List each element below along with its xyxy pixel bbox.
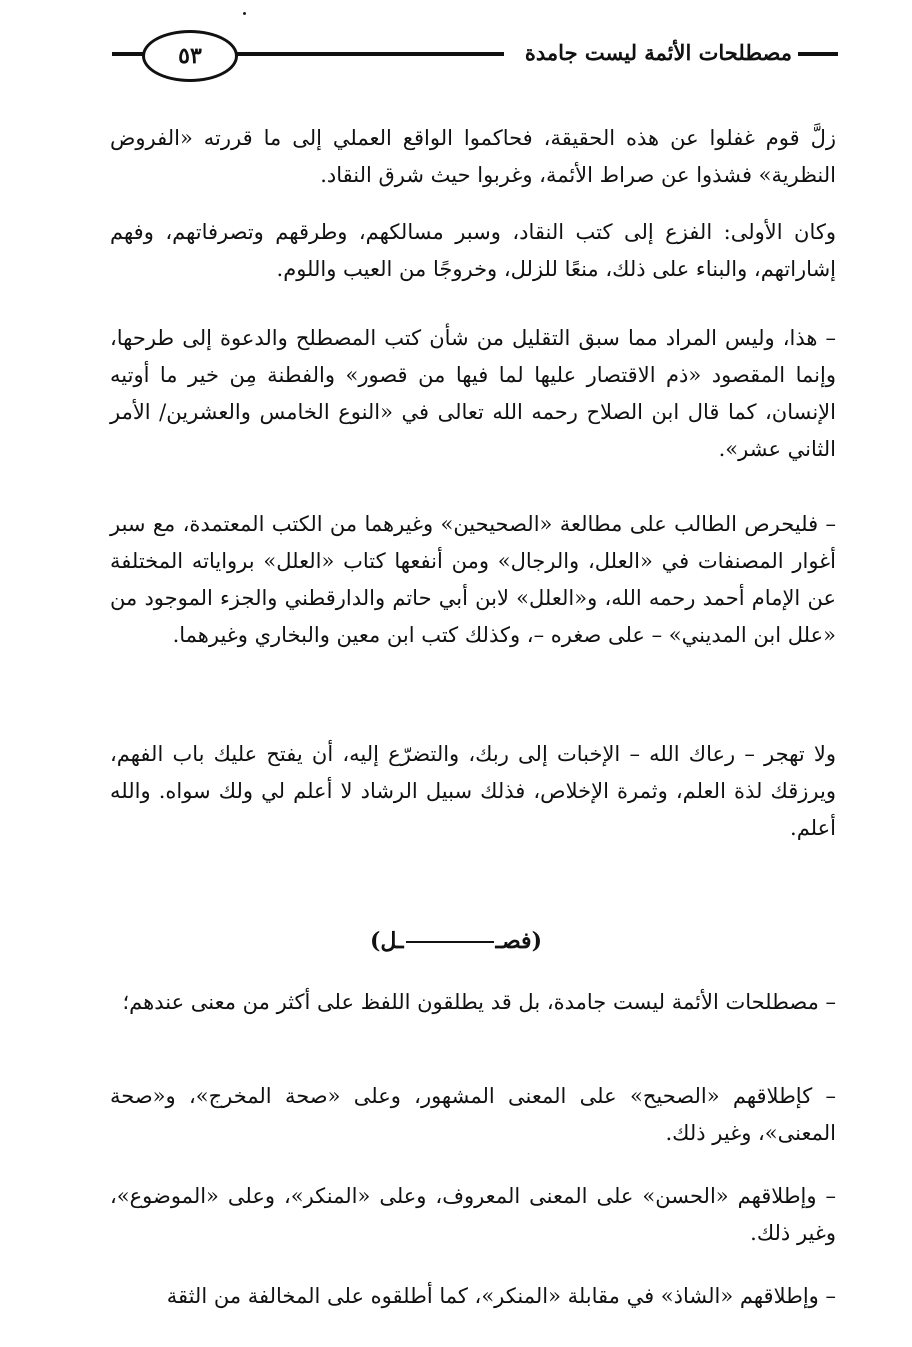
page-number: ٥٣ (178, 43, 202, 69)
section-paragraph-4: – وإطلاقهم «الشاذ» في مقابلة «المنكر»، كما أطلقوه على المخالفة من الثقة (166, 1284, 836, 1308)
section-heading: (فصــل) (370, 928, 542, 954)
header-rule-left (112, 52, 146, 56)
section-paragraph-3: – وإطلاقهم «الحسن» على المعنى المعروف، وعلى «المنكر»، وعلى «الموضوع»، وغير ذلك. (110, 1184, 836, 1245)
heading-tatweel (406, 941, 494, 943)
paragraph-4: – فليحرص الطالب على مطالعة «الصحيحين» وغيرهما من الكتب المعتمدة، مع سبر أغوار المصنفات في «العلل، والرجال» ومن أنفعها كتاب «العلل» برواياته المختلفة عن الإمام أحمد رحمه الله، و«العلل» لابن أبي حاتم والدارقطني والجزء الموجود من «علل ابن المديني» – على صغره –، وكذلك كتب ابن معين والبخاري وغيرهما. (110, 512, 836, 647)
paragraph-2: وكان الأولى: الفزع إلى كتب النقاد، وسبر مسالكهم، وطرقهم وتصرفاتهم، وفهم إشاراتهم، والبناء على ذلك، منعًا للزلل، وخروجًا من العيب واللوم. (110, 220, 836, 281)
section-paragraph-2: – كإطلاقهم «الصحيح» على المعنى المشهور، وعلى «صحة المخرج»، و«صحة المعنى»، وغير ذلك. (110, 1084, 836, 1145)
running-title: مصطلحات الأئمة ليست جامدة (524, 40, 792, 65)
page-number-oval (142, 30, 238, 82)
paragraph-5: ولا تهجر – رعاك الله – الإخبات إلى ربك، والتضرّع إليه، أن يفتح عليك باب الفهم، ويرزقك لذة العلم، وثمرة الإخلاص، فذلك سبيل الرشاد لا أعلم لي ولك سواه. والله أعلم. (110, 742, 836, 840)
paragraph-3: – هذا، وليس المراد مما سبق التقليل من شأن كتب المصطلح والدعوة إلى طرحها، وإنما المقصود «ذم الاقتصار عليها لما فيها من قصور» والفطنة مِن خير ما أوتيه الإنسان، كما قال ابن الصلاح رحمه الله تعالى في «النوع الخامس والعشرين/ الأمر الثاني عشر». (110, 326, 836, 461)
section-paragraph-1: – مصطلحات الأئمة ليست جامدة، بل قد يطلقون اللفظ على أكثر من معنى عندهم؛ (122, 990, 836, 1014)
print-speck (243, 12, 246, 15)
header-rule-right (798, 52, 838, 56)
paragraph-1: زلَّ قوم غفلوا عن هذه الحقيقة، فحاكموا الواقع العملي إلى ما قررته «الفروض النظرية» فشذوا عن صراط الأئمة، وغربوا حيث شرق النقاد. (110, 126, 836, 187)
header-rule-middle (236, 52, 504, 56)
